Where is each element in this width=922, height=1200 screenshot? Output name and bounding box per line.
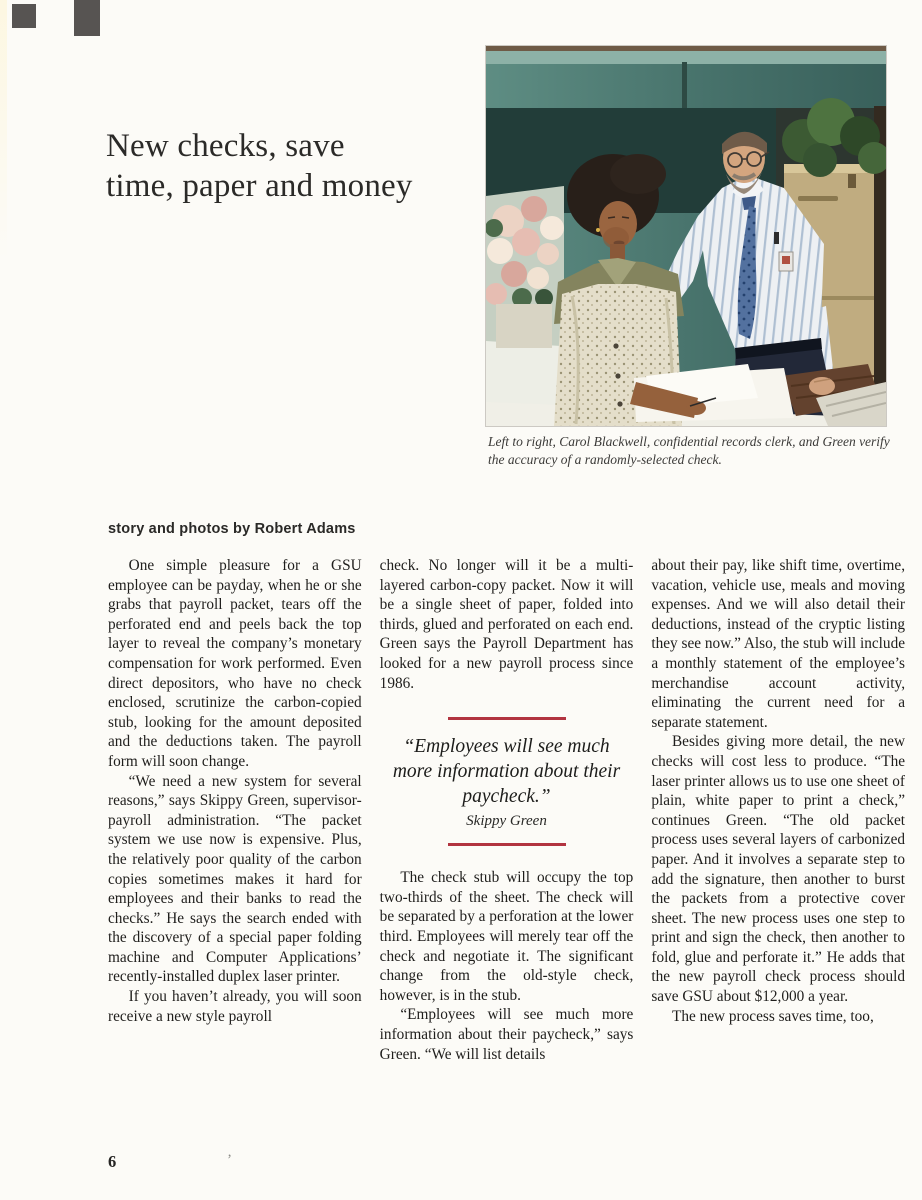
article-photo <box>486 46 886 426</box>
page-number: 6 <box>108 1152 117 1171</box>
headline-line-1: New checks, save <box>106 128 345 164</box>
page-title <box>106 126 496 206</box>
scan-artifact-mark: ’ <box>227 1152 232 1168</box>
pull-quote-attribution: Skippy Green <box>466 813 547 830</box>
paragraph: The check stub will occupy the top two-thirds of the sheet. The check will be separated by a perforation at the lower third. Employees will merely tear off the check and negotiate it. The significant change from the old-style check, however, is in the stub. <box>379 869 634 1004</box>
scan-artifact <box>12 4 36 28</box>
pull-quote-rule-bottom <box>448 843 566 846</box>
scan-artifact <box>74 0 100 36</box>
column-1 <box>108 556 362 1064</box>
headline-line-2: time, paper and money <box>106 168 413 204</box>
column-3 <box>651 556 905 1064</box>
photo-image <box>486 46 886 426</box>
article-body <box>108 556 905 1064</box>
paragraph: “Employees will see much more information about their paycheck,” says Green. “We will list details <box>379 1006 634 1063</box>
pull-quote <box>386 717 628 846</box>
paragraph: If you haven’t already, you will soon receive a new style payroll <box>108 988 362 1025</box>
paragraph: check. No longer will it be a multi-layered carbon-copy packet. Now it will be a single sheet of paper, folded into thirds, glued and perforated on each end. Green says the Payroll Department has looked for a new payroll process since 1986. <box>379 557 634 692</box>
scan-edge-smudge <box>0 0 7 260</box>
photo-caption: Left to right, Carol Blackwell, confidential records clerk, and Green verify the accuracy of a randomly-selected check. <box>488 434 890 467</box>
pull-quote-text: “Employees will see much more information about their paycheck.” <box>392 736 621 808</box>
paragraph: One simple pleasure for a GSU employee can be payday, when he or she grabs that payroll packet, tears off the perforated end and peels back the top layer to reveal the company’s monetary compensation for work performed. Even direct depositors, who have no check enclosed, scrutinize the carbon-copied stub, looking for the amount deposited and the deductions taken. The payroll form will soon change. <box>108 557 362 770</box>
pull-quote-rule-top <box>448 717 566 720</box>
paragraph: about their pay, like shift time, overtime, vacation, vehicle use, meals and moving expenses. And we will also detail their deductions, instead of the cryptic listing they see now.” Also, the stub will include a monthly statement of the employee’s merchandise account activity, eliminating the current need for a separate statement. <box>651 557 906 731</box>
paragraph: Besides giving more detail, the new checks will cost less to produce. “The laser printer allows us to use one sheet of plain, white paper to print a check,” continues Green. “The old packet process uses several layers of carbonized paper. And it involves a separate step to add the signature, then another to burst the packets from a protective cover sheet. The new process uses one step to print and sign the check, then another to fold, glue and perforate it.” He adds that the new payroll check process should save GSU about $12,000 a year. <box>651 733 906 1006</box>
paragraph: The new process saves time, too, <box>671 1007 874 1025</box>
byline: story and photos by Robert Adams <box>108 521 356 537</box>
paragraph: “We need a new system for several reasons,” says Skippy Green, supervisor-payroll administration. “The packet system we use now is expensive. Plus, the relatively poor quality of the carbon copies sometimes makes it hard for employees and their banks to read the checks.” He says the search ended with the discovery of a special paper folding machine and Computer Applications’ recently-installed duplex laser printer. <box>108 772 362 986</box>
column-2 <box>380 556 634 1064</box>
